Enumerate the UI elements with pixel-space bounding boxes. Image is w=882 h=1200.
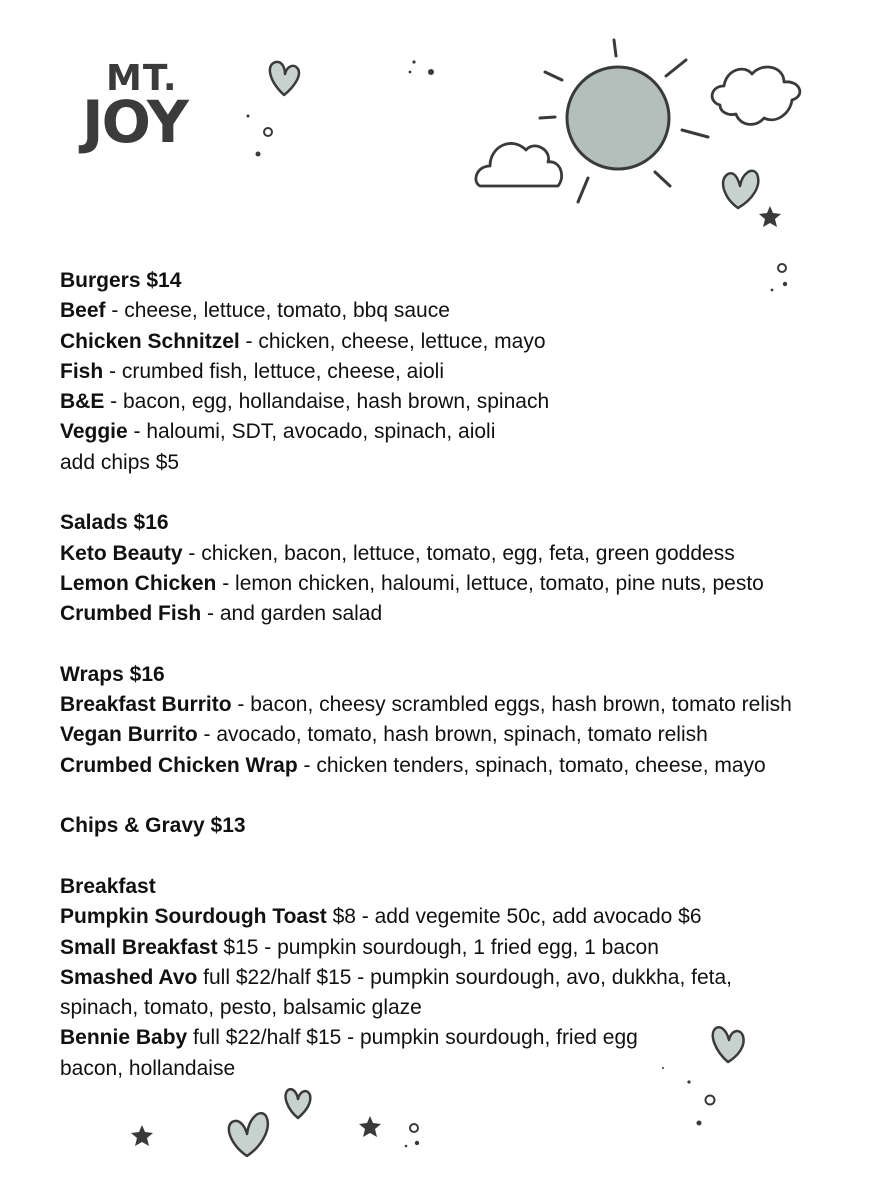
- menu-item: [60, 569, 840, 599]
- menu-item: [60, 1023, 840, 1053]
- item-name: Pumpkin Sourdough Toast: [60, 905, 327, 929]
- item-desc: - bacon, cheesy scrambled eggs, hash brown, tomato relish: [231, 693, 792, 717]
- brand-logo-line2: JOY: [82, 88, 187, 156]
- heart-icon: [286, 1089, 311, 1118]
- section-spacer: [60, 478, 840, 508]
- cloud-icon: [476, 143, 562, 186]
- dots-icon: [247, 60, 435, 156]
- item-name: Veggie: [60, 420, 128, 444]
- heart-icon: [270, 62, 299, 95]
- menu-item: [60, 327, 840, 357]
- sun-icon: [540, 40, 708, 202]
- section-title-chips-gravy: Chips & Gravy $13: [60, 814, 246, 838]
- menu-item: [60, 720, 840, 750]
- menu-item: [60, 539, 840, 569]
- item-desc: - crumbed fish, lettuce, cheese, aioli: [103, 359, 445, 383]
- heart-icon: [723, 171, 758, 208]
- item-desc: full $22/half $15 - pumpkin sourdough, fried egg: [187, 1026, 638, 1050]
- item-name: Smashed Avo: [60, 965, 198, 989]
- item-name: Crumbed Fish: [60, 602, 202, 626]
- section-note: add chips $5: [60, 450, 180, 474]
- item-name: Vegan Burrito: [60, 723, 198, 747]
- item-desc: - chicken, cheese, lettuce, mayo: [239, 329, 546, 353]
- menu-item: [60, 296, 840, 326]
- section-title-breakfast: Breakfast: [60, 874, 156, 898]
- item-desc: - lemon chicken, haloumi, lettuce, tomato, pine nuts, pesto: [216, 571, 764, 595]
- menu-item-continuation: bacon, hollandaise: [60, 1056, 236, 1080]
- item-name: Lemon Chicken: [60, 571, 217, 595]
- star-icon: [759, 206, 781, 227]
- item-desc: - cheese, lettuce, tomato, bbq sauce: [105, 299, 450, 323]
- menu-item: [60, 690, 840, 720]
- item-name: Crumbed Chicken Wrap: [60, 753, 298, 777]
- section-spacer: [60, 781, 840, 811]
- star-icon: [359, 1116, 381, 1137]
- item-desc: - bacon, egg, hollandaise, hash brown, spinach: [104, 390, 550, 414]
- item-name: B&E: [60, 390, 105, 414]
- cloud-icon: [712, 67, 800, 124]
- item-name: Bennie Baby: [60, 1026, 188, 1050]
- section-title-burgers: Burgers $14: [60, 269, 182, 292]
- dots-icon: [405, 1124, 419, 1147]
- item-name: Breakfast Burrito: [60, 693, 232, 717]
- menu-item: [60, 963, 840, 993]
- item-desc: - chicken tenders, spinach, tomato, cheese, mayo: [297, 753, 766, 777]
- section-spacer: [60, 842, 840, 872]
- section-spacer: [60, 630, 840, 660]
- item-desc: full $22/half $15 - pumpkin sourdough, avo, dukkha, feta,: [197, 965, 733, 989]
- brand-logo: [82, 58, 232, 156]
- section-title-salads: Salads $16: [60, 511, 169, 535]
- menu-item: [60, 933, 840, 963]
- menu-item: [60, 387, 840, 417]
- star-icon: [131, 1125, 153, 1146]
- menu-list: [60, 266, 840, 1084]
- item-name: Beef: [60, 299, 106, 323]
- item-desc: - chicken, bacon, lettuce, tomato, egg, feta, green goddess: [182, 541, 735, 565]
- heart-icon: [229, 1113, 268, 1156]
- menu-item: [60, 417, 840, 447]
- item-desc: - avocado, tomato, hash brown, spinach, tomato relish: [197, 723, 708, 747]
- brand-logo-line1: MT.: [106, 58, 178, 99]
- item-desc: - haloumi, SDT, avocado, spinach, aioli: [127, 420, 496, 444]
- item-desc: $15 - pumpkin sourdough, 1 fried egg, 1 bacon: [217, 935, 659, 959]
- item-name: Chicken Schnitzel: [60, 329, 240, 353]
- section-title-wraps: Wraps $16: [60, 662, 165, 686]
- menu-item: [60, 751, 840, 781]
- menu-item-continuation: spinach, tomato, pesto, balsamic glaze: [60, 996, 422, 1020]
- menu-item: [60, 902, 840, 932]
- item-name: Small Breakfast: [60, 935, 218, 959]
- menu-item: [60, 357, 840, 387]
- item-name: Fish: [60, 359, 104, 383]
- item-desc: - and garden salad: [201, 602, 383, 626]
- item-name: Keto Beauty: [60, 541, 183, 565]
- menu-item: [60, 599, 840, 629]
- item-desc: $8 - add vegemite 50c, add avocado $6: [326, 905, 702, 929]
